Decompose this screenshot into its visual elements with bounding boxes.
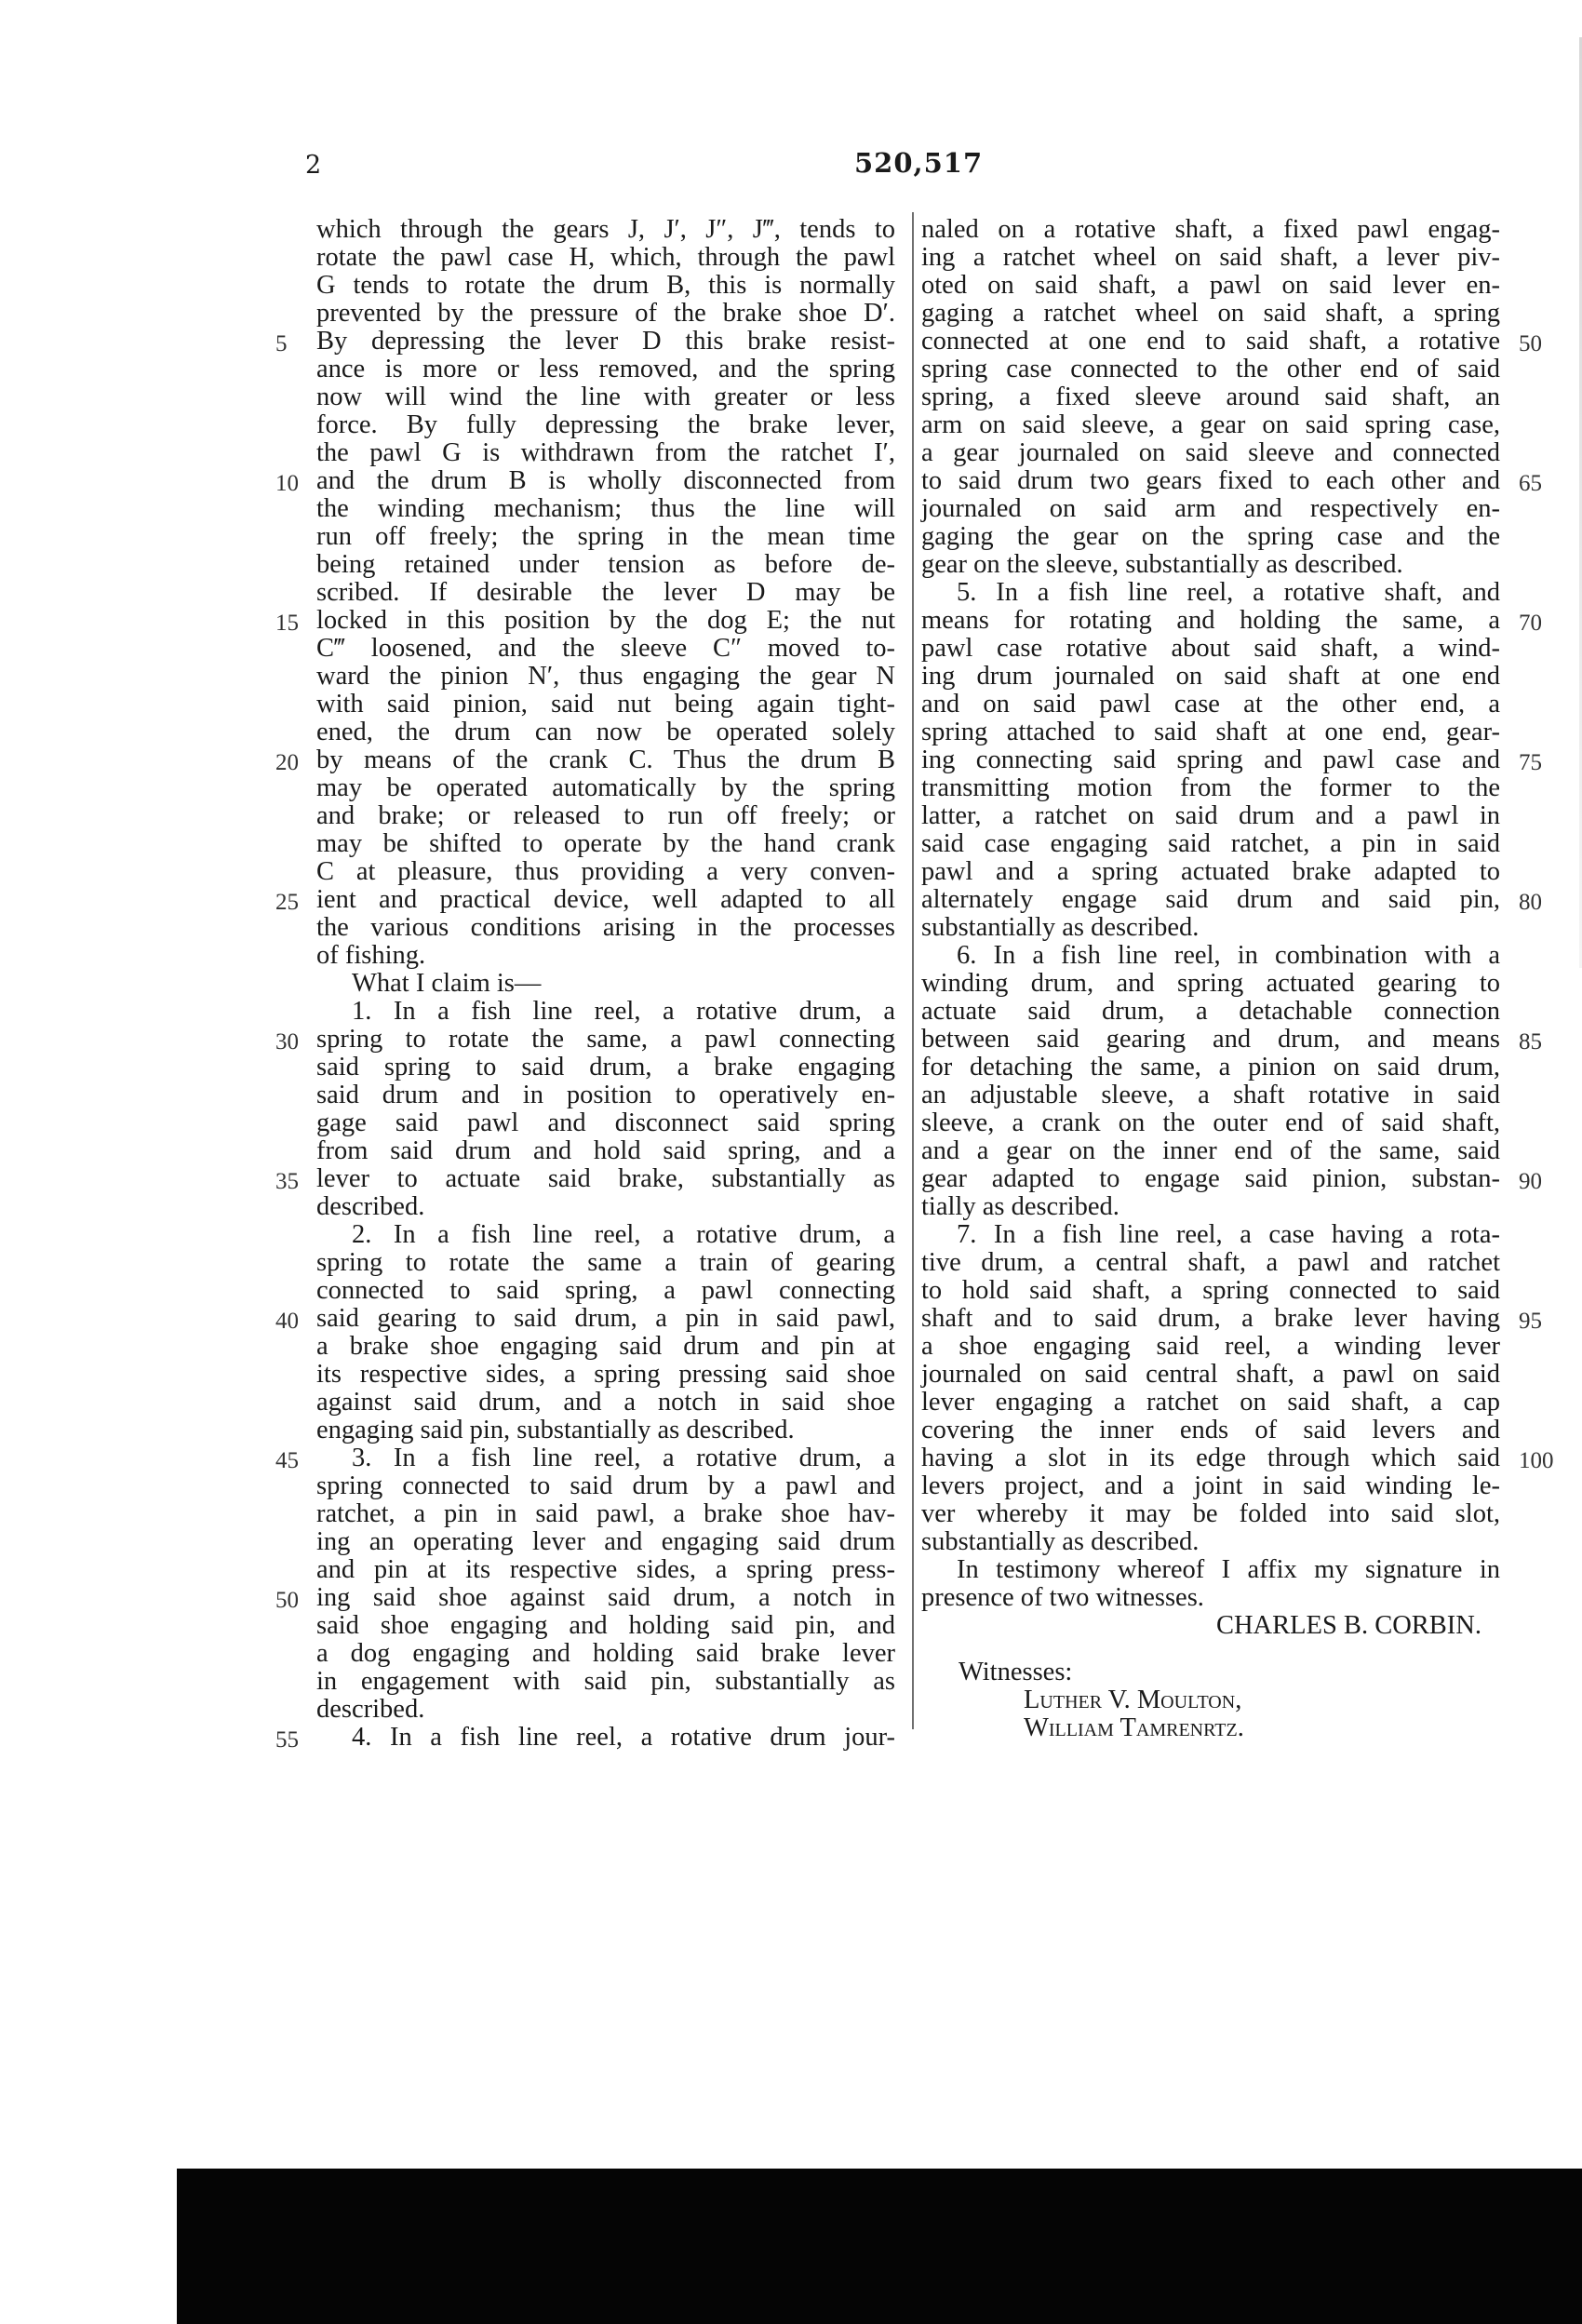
text-line: with said pinion, said nut being again tight- (316, 690, 895, 719)
text-line: and brake; or released to run off freely; or (316, 801, 895, 830)
text-line: ing connecting said spring and pawl case and (921, 746, 1500, 774)
text-line: and the drum B is wholly disconnected from (316, 466, 895, 495)
text-line: a brake shoe engaging said drum and pin at (316, 1332, 895, 1361)
line-number: 50 (1519, 331, 1542, 356)
page-number: 2 (305, 151, 323, 180)
text-line: now will wind the line with greater or less (316, 383, 895, 411)
text-line: said drum and in position to operatively en- (316, 1081, 895, 1109)
text-line: alternately engage said drum and said pin, (921, 885, 1500, 914)
text-line: ing said shoe against said drum, a notch in (316, 1583, 895, 1612)
text-line: ance is more or less removed, and the spring (316, 355, 895, 383)
claim-7: 7. In a fish line reel, a case having a rota- (957, 1220, 1500, 1249)
line-number: 80 (1519, 890, 1542, 915)
line-number: 25 (275, 890, 299, 915)
claim-5: 5. In a fish line reel, a rotative shaft, and (957, 578, 1500, 607)
claim-2: 2. In a fish line reel, a rotative drum, a (352, 1220, 895, 1249)
text-line: connected to said spring, a pawl connecting (316, 1276, 895, 1305)
text-line: journaled on said central shaft, a pawl on said (921, 1360, 1500, 1389)
text-line: ward the pinion N′, thus engaging the gear N (316, 662, 895, 691)
testimony-line: In testimony whereof I affix my signature in (957, 1555, 1500, 1584)
text-line: winding drum, and spring actuated gearing to (921, 969, 1500, 998)
text-line: G tends to rotate the drum B, this is normally (316, 271, 895, 300)
line-number: 30 (275, 1029, 299, 1055)
text-line: locked in this position by the dog E; the nut (316, 606, 895, 635)
line-number: 100 (1519, 1448, 1554, 1473)
scan-bottom-band (177, 2169, 1582, 2324)
text-line: lever engaging a ratchet on said shaft, a cap (921, 1388, 1500, 1417)
text-line: transmitting motion from the former to the (921, 773, 1500, 802)
text-line: covering the inner ends of said levers and (921, 1416, 1500, 1444)
text-line: tially as described. (921, 1192, 1119, 1221)
line-number: 10 (275, 471, 299, 496)
text-line: journaled on said arm and respectively en- (921, 494, 1500, 523)
text-line: to said drum two gears fixed to each other and (921, 466, 1500, 495)
line-number: 35 (275, 1169, 299, 1194)
text-line: and a gear on the inner end of the same, said (921, 1136, 1500, 1165)
claim-6: 6. In a fish line reel, in combination with a (957, 941, 1500, 970)
text-line: may be shifted to operate by the hand crank (316, 829, 895, 858)
text-line: naled on a rotative shaft, a fixed pawl engag- (921, 215, 1500, 244)
text-line: shaft and to said drum, a brake lever having (921, 1304, 1500, 1333)
text-line: for detaching the same, a pinion on said drum, (921, 1053, 1500, 1081)
text-line: means for rotating and holding the same, a (921, 606, 1500, 635)
line-number: 85 (1519, 1029, 1542, 1055)
line-number: 90 (1519, 1169, 1542, 1194)
text-line: its respective sides, a spring pressing said shoe (316, 1360, 895, 1389)
text-line: ratchet, a pin in said pawl, a brake shoe hav- (316, 1499, 895, 1528)
text-line: by means of the crank C. Thus the drum B (316, 746, 895, 774)
claim-4: 4. In a fish line reel, a rotative drum jour- (352, 1723, 895, 1752)
line-number: 65 (1519, 471, 1542, 496)
text-line: said gearing to said drum, a pin in said pawl, (316, 1304, 895, 1333)
text-line: substantially as described. (921, 913, 1200, 942)
line-number: 70 (1519, 611, 1542, 636)
text-line: ing an operating lever and engaging said drum (316, 1527, 895, 1556)
line-number: 40 (275, 1309, 299, 1334)
text-line: rotate the pawl case H, which, through the pawl (316, 243, 895, 272)
witness-name: William Tamrenrtz. (1024, 1713, 1244, 1742)
text-line: spring connected to said drum by a pawl and (316, 1471, 895, 1500)
text-line: gage said pawl and disconnect said spring (316, 1108, 895, 1137)
line-number: 15 (275, 611, 299, 636)
text-line: described. (316, 1192, 425, 1221)
text-line: between said gearing and drum, and means (921, 1025, 1500, 1054)
text-line: C‴ loosened, and the sleeve C″ moved to- (316, 634, 895, 663)
text-line: being retained under tension as before de- (316, 550, 895, 579)
text-line: the various conditions arising in the processes (316, 913, 895, 942)
text-line: spring case connected to the other end of said (921, 355, 1500, 383)
text-line: against said drum, and a notch in said shoe (316, 1388, 895, 1417)
line-number: 45 (275, 1448, 299, 1473)
text-line: spring, a fixed sleeve around said shaft, an (921, 383, 1500, 411)
line-number: 5 (275, 331, 288, 356)
text-line: said case engaging said ratchet, a pin in said (921, 829, 1500, 858)
text-line: to hold said shaft, a spring connected to said (921, 1276, 1500, 1305)
column-divider (912, 212, 914, 1729)
text-line: spring to rotate the same, a pawl connecting (316, 1025, 895, 1054)
line-number: 75 (1519, 750, 1542, 775)
left-column (316, 216, 895, 1752)
text-line: of fishing. (316, 941, 426, 970)
text-line: spring attached to said shaft at one end, gear- (921, 718, 1500, 746)
line-number: 55 (275, 1727, 299, 1753)
text-line: a gear journaled on said sleeve and connected (921, 438, 1500, 467)
text-line: a shoe engaging said reel, a winding lever (921, 1332, 1500, 1361)
text-line: sleeve, a crank on the outer end of said shaft, (921, 1108, 1500, 1137)
spacer (921, 1640, 1500, 1659)
patent-number: 520,517 (854, 147, 984, 179)
text-line: ver whereby it may be folded into said slot, (921, 1499, 1500, 1528)
text-line: prevented by the pressure of the brake shoe D′. (316, 299, 895, 328)
text-line: said spring to said drum, a brake engaging (316, 1053, 895, 1081)
text-line: engaging said pin, substantially as described. (316, 1416, 795, 1444)
text-line: lever to actuate said brake, substantially as (316, 1164, 895, 1193)
witness-name: Luther V. Moulton, (1024, 1686, 1242, 1714)
text-line: and pin at its respective sides, a spring press- (316, 1555, 895, 1584)
text-line: tive drum, a central shaft, a pawl and ratchet (921, 1248, 1500, 1277)
text-line: gear on the sleeve, substantially as described. (921, 550, 1403, 579)
text-line: pawl case rotative about said shaft, a wind- (921, 634, 1500, 663)
text-line: run off freely; the spring in the mean time (316, 522, 895, 551)
text-line: described. (316, 1695, 425, 1724)
text-line: oted on said shaft, a pawl on said lever en- (921, 271, 1500, 300)
text-line: By depressing the lever D this brake resist- (316, 327, 895, 356)
text-line: in engagement with said pin, substantially as (316, 1667, 895, 1696)
text-line: connected at one end to said shaft, a rotative (921, 327, 1500, 356)
text-line: and on said pawl case at the other end, a (921, 690, 1500, 719)
line-number: 95 (1519, 1309, 1542, 1334)
text-line: presence of two witnesses. (921, 1583, 1204, 1612)
claim-3: 3. In a fish line reel, a rotative drum, a (352, 1444, 895, 1472)
text-line: a dog engaging and holding said brake lever (316, 1639, 895, 1668)
text-line: having a slot in its edge through which said (921, 1444, 1500, 1472)
text-line: gear adapted to engage said pinion, substan- (921, 1164, 1500, 1193)
text-line: gaging a ratchet wheel on said shaft, a spring (921, 299, 1500, 328)
text-line: latter, a ratchet on said drum and a pawl in (921, 801, 1500, 830)
witnesses-label: Witnesses: (959, 1658, 1073, 1686)
text-line: force. By fully depressing the brake lever, (316, 410, 895, 439)
text-line: the winding mechanism; thus the line will (316, 494, 895, 523)
text-line: gaging the gear on the spring case and the (921, 522, 1500, 551)
text-line: substantially as described. (921, 1527, 1200, 1556)
line-number: 20 (275, 750, 299, 775)
right-column (921, 216, 1500, 1742)
inventor-signature: CHARLES B. CORBIN. (1215, 1611, 1481, 1640)
text-line: arm on said sleeve, a gear on said spring case, (921, 410, 1500, 439)
text-line: an adjustable sleeve, a shaft rotative in said (921, 1081, 1500, 1109)
text-line: ing drum journaled on said shaft at one end (921, 662, 1500, 691)
line-number: 50 (275, 1588, 299, 1613)
text-line: pawl and a spring actuated brake adapted to (921, 857, 1500, 886)
text-line: the pawl G is withdrawn from the ratchet I′, (316, 438, 895, 467)
text-line: levers project, and a joint in said winding le- (921, 1471, 1500, 1500)
claims-heading: What I claim is— (352, 969, 542, 998)
text-line: which through the gears J, J′, J″, J‴, tends to (316, 215, 895, 244)
text-line: ened, the drum can now be operated solely (316, 718, 895, 746)
text-line: may be operated automatically by the spring (316, 773, 895, 802)
text-line: actuate said drum, a detachable connection (921, 997, 1500, 1026)
text-line: spring to rotate the same a train of gearing (316, 1248, 895, 1277)
text-line: said shoe engaging and holding said pin, and (316, 1611, 895, 1640)
claim-1: 1. In a fish line reel, a rotative drum, a (352, 997, 895, 1026)
text-line: ing a ratchet wheel on said shaft, a lever piv- (921, 243, 1500, 272)
text-line: from said drum and hold said spring, and a (316, 1136, 895, 1165)
text-line: scribed. If desirable the lever D may be (316, 578, 895, 607)
text-line: C at pleasure, thus providing a very conven- (316, 857, 895, 886)
text-line: ient and practical device, well adapted to all (316, 885, 895, 914)
